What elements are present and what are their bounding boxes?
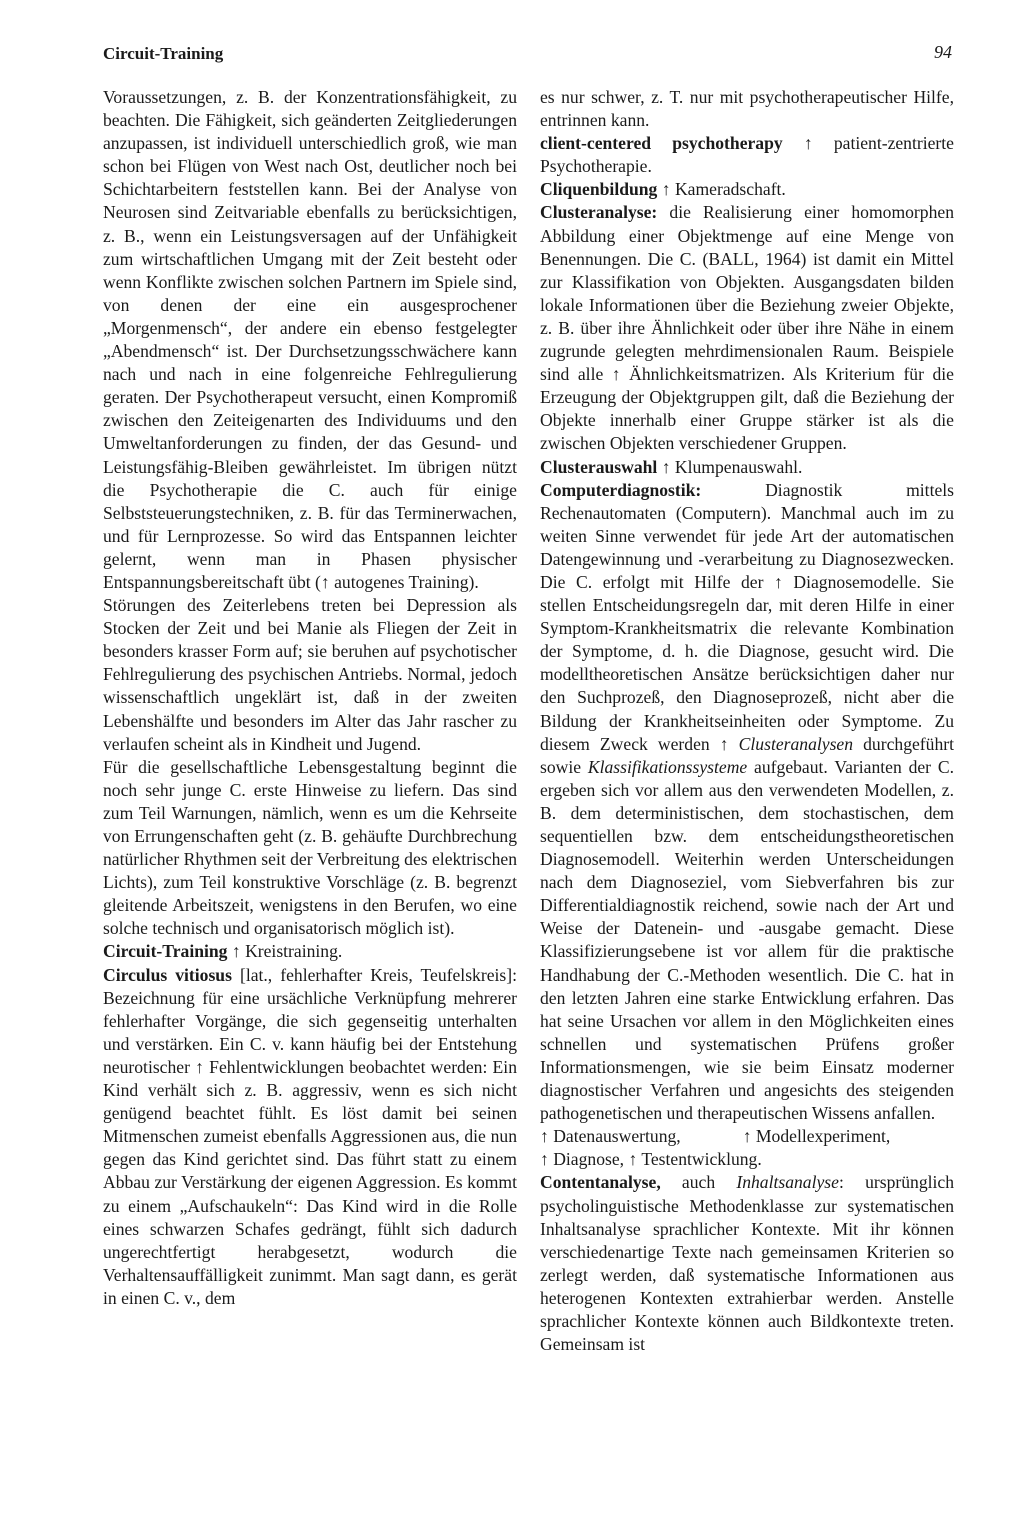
entry-text: ↑ Kreistraining. bbox=[227, 941, 343, 962]
entry-term: client-centered psychotherapy bbox=[540, 133, 783, 154]
paragraph-time-perception-disorders: Störungen des Zeiterlebens treten bei Depression als Stocken der Zeit und bei Manie als Fliegen der Zeit in besonders krasser Form auf; sie beruhen auf psychotischer Fehlregulierung des psychischen Antriebs. Normal, jedoch wissenschaftlich ungeklärt ist, daß in der zweiten Lebenshälfte und besonders im Alter das Jahr rascher zu verlaufen scheint als in Kindheit und Jugend. bbox=[103, 595, 517, 754]
entry-term: Clusteranalyse: bbox=[540, 202, 658, 223]
entry-term: Cliquenbildung bbox=[540, 179, 658, 200]
entry-term: Computerdiagnostik: bbox=[540, 479, 702, 500]
entry-text: ↑ Klumpenauswahl. bbox=[657, 456, 803, 477]
see-also-item: ↑ Modellexperiment, bbox=[742, 1126, 891, 1147]
entry-contentanalyse bbox=[540, 1171, 954, 1356]
right-column bbox=[540, 86, 954, 1356]
entry-clusteranalyse bbox=[540, 201, 954, 455]
see-also-references bbox=[540, 1125, 954, 1171]
entry-text: ↑ Kameradschaft. bbox=[657, 179, 786, 200]
paragraph-social-life-design: Für die gesellschaftliche Lebensgestaltung beginnt die noch sehr junge C. erste Hinweise zu liefern. Das sind zum Teil Warnungen, nämlich, wenn es um die Kehrseite von Errungenschaften geht (z. B. gehäufte Durchbrechung natürlicher Rhythmen seit der Verbreitung des elektrischen Lichts), zum Teil konstruktive Vorschläge (z. B. begrenzt gleitende Arbeitszeit, wenigstens in den Berufen, wo eine solche technisch und organisatorisch möglich ist). bbox=[103, 756, 517, 939]
see-also-item: ↑ Diagnose, ↑ Testentwicklung. bbox=[540, 1149, 762, 1170]
running-head: Circuit-Training bbox=[103, 44, 224, 63]
see-also-item: ↑ Datenauswertung, bbox=[540, 1126, 681, 1147]
entry-text: : ursprünglich psycholinguistische Methodenklasse zur systematischen Inhaltsanalyse sprachlicher Kontexte. Mit ihr können verschiedenartige Texte nach gemeinsamen Kriterien so zerlegt werden, daß systematische Informationen aus heterogenen Kontexten extrahierbar werden. Anstelle sprachlicher Kontexte können auch Bildkontexte treten. Gemeinsam ist bbox=[540, 1172, 954, 1355]
entry-term: Circulus vitiosus bbox=[103, 964, 232, 985]
page-number: 94 bbox=[934, 42, 952, 62]
entry-computerdiagnostik bbox=[540, 479, 954, 1126]
entry-clusterauswahl bbox=[540, 456, 954, 479]
paragraph-chronobiology-continued: Voraussetzungen, z. B. der Konzentrationsfähigkeit, zu beachten. Die Fähigkeit, sich geänderten Zeitgliederungen anzupassen, ist individuell unterschiedlich groß, wie man schon bei Flügen von West nach Ost, deutlicher noch bei Schichtarbeitern feststellen kann. Bei der Analyse von Neurosen sind Zeitvariable ebenfalls zu berücksichtigen, z. B., wenn ein Leistungsversagen auf der Unfähigkeit zum wirtschaftlichen Umgang mit der Zeit besteht oder wenn Konflikte zwischen solchen Partnern im Spiele sind, von denen der eine ein ausgesprochener „Morgenmensch“, der andere ein ebenso festgelegter „Abendmensch“ ist. Der Durchsetzungsschwächere kann nach und nach in eine folgenreiche Fehlregulierung geraten. Der Psychotherapeut versucht, einen Kompromiß zwischen den Zeiteigenarten des Individuums und den Umweltanforderungen zu finden, der das Gesund- und Leistungsfähig-Bleiben gewährleistet. Im übrigen nützt die Psychotherapie die C. auch für einige Selbststeuerungstechniken, z. B. für das Terminerwachen, und für Lernprozesse. So wird das Entspannen leichter gelernt, wenn man in Phasen physischer Entspannungsbereitschaft übt (↑ autogenes Training). bbox=[103, 87, 517, 592]
entry-text: Diagnostik mittels Rechenautomaten (Computern). Manchmal auch im zu weiten Sinne verwendet für jede Art der automatischen Datengewinnung und -verarbeitung zu Diagnosezwecken. Die C. erfolgt mit Hilfe der ↑ Diagnosemodelle. Sie stellen Entscheidungsregeln dar, mit deren Hilfe in einer Symptom-Krankheitsmatrix die relevante Kombination der Symptome, d. h. die Diagnose, gesucht wird. Die modelltheoretischen Ansätze berücksichtigen daher nur den Suchprozeß, den Diagnoseprozeß, nicht aber die Bildung der Krankheitseinheiten oder Symptome. Zu diesem Zweck werden ↑ bbox=[540, 479, 954, 754]
paragraph-continuation: es nur schwer, z. T. nur mit psychotherapeutischer Hilfe, entrinnen kann. bbox=[540, 87, 954, 131]
entry-text: durchgeführt sowie bbox=[540, 733, 954, 777]
entry-italic-term: Klassifikationssysteme bbox=[587, 756, 748, 777]
entry-cliquenbildung bbox=[540, 178, 954, 201]
entry-italic-term: Clusteranalysen bbox=[738, 733, 854, 754]
entry-term: Contentanalyse, bbox=[540, 1172, 661, 1193]
entry-text: die Realisierung einer homomorphen Abbildung einer Objektmenge auf eine Menge von Benennungen. Die C. (BALL, 1964) ist damit ein Mittel zur Klassifikation von Objekten. Ausgangsdaten bilden lokale Informationen über die Beziehung zweier Objekte, z. B. über ihre Ähnlichkeit oder über ihre Nähe in einem zugrunde gelegten mehrdimensionalen Raum. Beispiele sind alle ↑ Ähnlichkeitsmatrizen. Als Kriterium für die Erzeugung der Objektgruppen gilt, daß die Beziehung der Objekte innerhalb einer Gruppe stärker ist als die zwischen Objekten verschiedener Gruppen. bbox=[540, 202, 954, 454]
entry-term: Clusterauswahl bbox=[540, 456, 658, 477]
left-column bbox=[103, 86, 517, 1310]
entry-circuit-training bbox=[103, 940, 517, 963]
entry-text: aufgebaut. Varianten der C. ergeben sich vor allem aus den verwendeten Modellen, z. B. dem deterministischen, dem stochastischen, dem sequentiellen bzw. dem entscheidungstheoretischen Diagnosemodell. Weiterhin werden Unterscheidungen nach dem Diagnoseziel, vom Siebverfahren bis zur Differentialdiagnostik reichend, sowie nach der Art und Weise der Datenein- und -ausgabe gemacht. Diese Klassifizierungsebene ist vor allem für die praktische Handhabung der C.-Methoden wesentlich. Die C. hat in den letzten Jahren eine starke Entwicklung erfahren. Das hat seine Ursachen vor allem in den Möglichkeiten eines schnellen und systematischen Prüfens großer Informationsmengen, wie sie beim Einsatz moderner diagnostischer Verfahren und angesichts des steigenden pathogenetischen und therapeutischen Wissens anfallen. bbox=[540, 756, 955, 1124]
entry-italic-term: Inhaltsanalyse bbox=[736, 1172, 839, 1193]
entry-circulus-vitiosus bbox=[103, 964, 517, 1310]
entry-text: ↑ patient-zentrierte Psychotherapie. bbox=[540, 133, 954, 177]
entry-term: Circuit-Training bbox=[103, 941, 228, 962]
entry-text: [lat., fehlerhafter Kreis, Teufelskreis]: Bezeichnung für eine ursächliche Verknüpfung mehrerer fehlerhafter Vorgänge, die sich gegenseitig unterhalten und verstärken. Ein C. v. kann häufig bei der Entstehung neurotischer ↑ Fehlentwicklungen beobachtet werden: Ein Kind verhält sich z. B. aggressiv, wenn es sich nicht genügend beachtet fühlt. Es löst damit bei seinen Mitmenschen zumeist ebenfalls Aggressionen aus, die nun gegen das Kind gerichtet sind. Das führt statt zu einem Abbau zur Verstärkung der eigenen Aggression. Es kommt zu einem „Aufschaukeln“: Das Kind wird in die Rolle eines schwarzen Schafes gedrängt, fühlt sich dadurch ungerechtfertigt herabgesetzt, wodurch die Verhaltensauffälligkeit zunimmt. Man sagt dann, es gerät in einen C. v., dem bbox=[103, 964, 517, 1308]
entry-text: auch bbox=[660, 1172, 737, 1193]
entry-client-centered-psychotherapy bbox=[540, 132, 954, 178]
